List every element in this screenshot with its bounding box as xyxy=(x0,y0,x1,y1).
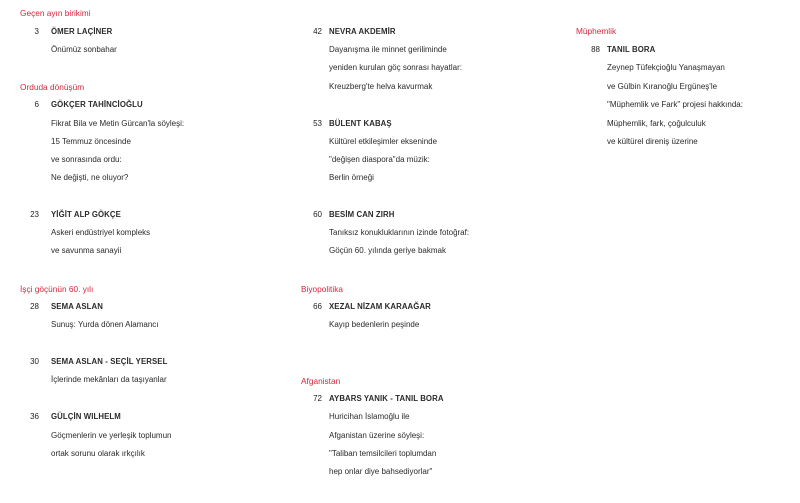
section-title-orduda-donusum: Orduda dönüşüm xyxy=(20,82,85,92)
article-title-line: "Taliban temsilcileri toplumdan xyxy=(329,449,437,458)
author-name: AYBARS YANIK - TANIL BORA xyxy=(329,394,444,403)
author-name: ÖMER LAÇİNER xyxy=(51,27,113,36)
article-title-line: 15 Temmuz öncesinde xyxy=(51,137,131,146)
author-name: SEMA ASLAN xyxy=(51,302,103,311)
article-title-line: Müphemlik, fark, çoğulculuk xyxy=(607,119,706,128)
author-name: XEZAL NİZAM KARAAĞAR xyxy=(329,302,431,311)
article-title-line: Fikrat Bila ve Metin Gürcan'la söyleşi: xyxy=(51,119,185,128)
page-number: 30 xyxy=(30,357,39,366)
page-number: 36 xyxy=(30,412,39,421)
page-number: 28 xyxy=(30,302,39,311)
page-number: 60 xyxy=(313,210,322,219)
section-title-gecen-ayin-birikimi: Geçen ayın birikimi xyxy=(20,8,91,18)
article-title-line: Huricihan İslamoğlu ile xyxy=(329,412,410,421)
section-title-biyopolitika: Biyopolitika xyxy=(301,284,343,294)
article-title-line: Göçmenlerin ve yerleşik toplumun xyxy=(51,431,172,440)
page-number: 88 xyxy=(591,45,600,54)
page-number: 42 xyxy=(313,27,322,36)
author-name: GÜLÇİN WILHELM xyxy=(51,412,121,421)
article-title-line: ve savunma sanayii xyxy=(51,246,122,255)
page-number: 3 xyxy=(34,27,39,36)
article-title-line: ortak sorunu olarak ırkçılık xyxy=(51,449,145,458)
article-title-line: Zeynep Tüfekçioğlu Yanaşmayan xyxy=(607,63,725,72)
author-name: BÜLENT KABAŞ xyxy=(329,119,392,128)
article-title-line: ve kültürel direniş üzerine xyxy=(607,137,698,146)
page-number: 66 xyxy=(313,302,322,311)
article-title-line: Kayıp bedenlerin peşinde xyxy=(329,320,420,329)
page-number: 23 xyxy=(30,210,39,219)
author-name: SEMA ASLAN - SEÇİL YERSEL xyxy=(51,357,168,366)
article-title-line: Kreuzberg'te helva kavurmak xyxy=(329,82,433,91)
section-title-afganistan: Afganistan xyxy=(301,376,341,386)
article-title-line: ve sonrasında ordu: xyxy=(51,155,122,164)
article-title-line: Dayanışma ile minnet geriliminde xyxy=(329,45,447,54)
page-number: 6 xyxy=(34,100,39,109)
article-title-line: Berlin örneği xyxy=(329,173,374,182)
article-title-line: Ne değişti, ne oluyor? xyxy=(51,173,129,182)
article-title-line: Göçün 60. yılında geriye bakmak xyxy=(329,246,446,255)
article-title-line: yeniden kurulan göç sonrası hayatlar: xyxy=(329,63,462,72)
article-title-line: Askeri endüstriyel kompleks xyxy=(51,228,151,237)
article-title-line: hep onlar diye bahsediyorlar" xyxy=(329,467,433,476)
article-title-line: Sunuş: Yurda dönen Alamancı xyxy=(51,320,159,329)
article-title-line: Afganistan üzerine söyleşi: xyxy=(329,431,425,440)
article-title-line: Kültürel etkileşimler ekseninde xyxy=(329,137,438,146)
author-name: TANIL BORA xyxy=(607,45,656,54)
author-name: GÖKÇER TAHİNCİOĞLU xyxy=(51,100,143,109)
article-title-line: Tanıksız konukluklarının izinde fotoğraf: xyxy=(329,228,470,237)
article-title-line: İçlerinde mekânları da taşıyanlar xyxy=(51,375,167,384)
article-title-line: "Müphemlik ve Fark" projesi hakkında: xyxy=(607,100,743,109)
section-title-muphemlik: Müphemlik xyxy=(576,26,617,36)
author-name: YİĞİT ALP GÖKÇE xyxy=(51,210,121,219)
article-title-line: "değişen diaspora"da müzik: xyxy=(329,155,430,164)
page-number: 72 xyxy=(313,394,322,403)
author-name: BESİM CAN ZIRH xyxy=(329,210,395,219)
article-title-line: Önümüz sonbahar xyxy=(51,45,117,54)
page-number: 53 xyxy=(313,119,322,128)
author-name: NEVRA AKDEMİR xyxy=(329,27,396,36)
section-title-isci-gocunun-60-yili: İşçi göçünün 60. yılı xyxy=(20,284,94,294)
article-title-line: ve Gülbin Kıranoğlu Ergüneş'le xyxy=(607,82,718,91)
